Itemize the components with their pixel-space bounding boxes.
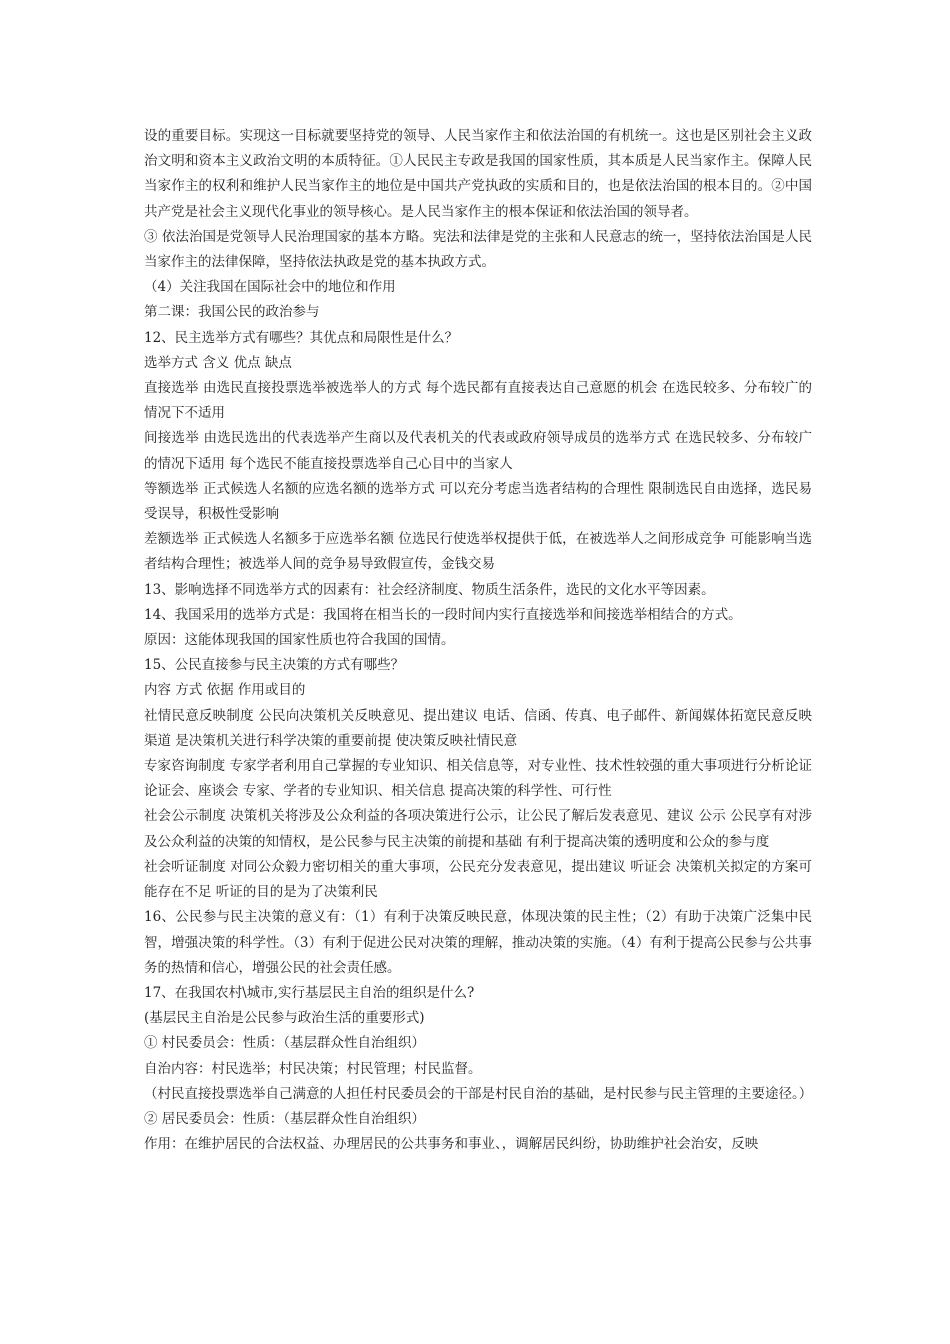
decision-row-publicity: 社会公示制度 决策机关将涉及公众利益的各项决策进行公示，让公民了解后发表意见、建议 公示 公民享有对涉及公众利益的决策的知情权，是公民参与民主决策的前提和基础 有利于提高决策的透明度和公众的参与度	[144, 808, 812, 850]
villagers-committee: ① 村民委员会：性质：（基层群众性自治组织）	[144, 1035, 426, 1052]
election-row-indirect: 间接选举 由选民选出的代表选举产生商以及代表机关的代表或政府领导成员的选举方式 在选民较多、分布较广的情况下适用 每个选民不能直接投票选举自己心目中的当家人	[144, 430, 812, 472]
question-17: 17、在我国农村\城市,实行基层民主自治的组织是什么?	[144, 984, 475, 1001]
villagers-election-note: （村民直接投票选举自己满意的人担任村民委员会的干部是村民自治的基础，是村民参与民主管理的主要途径。）	[144, 1085, 813, 1102]
residents-committee-role: 作用：在维护居民的合法权益、办理居民的公共事务和事业、，调解居民纠纷，协助维护社会治安，反映	[144, 1136, 759, 1153]
decision-row-hearing: 社会听证制度 对同公众毅力密切相关的重大事项，公民充分发表意见，提出建议 听证会 决策机关拟定的方案可能存在不足 听证的目的是为了决策利民	[144, 858, 812, 901]
self-governance-content: 自治内容：村民选举；村民决策；村民管理；村民监督。	[144, 1060, 482, 1077]
question-14-reason: 原因：这能体现我国的国家性质也符合我国的国情。	[144, 632, 455, 649]
question-12: 12、民主选举方式有哪些？其优点和局限性是什么？	[144, 329, 459, 346]
paragraph-political-civilization: 设的重要目标。实现这一目标就要坚持党的领导、人民当家作主和依法治国的有机统一。这也是区别社会主义政治文明和资本主义政治文明的本质特征。①人民民主专政是我国的国家性质，其本质是人民当家作主。保障人民当家作主的权利和维护人民当家作主的地位是中国共产党执政的实质和目的，也是依法治国的根本目的。②中国共产党是社会主义现代化事业的领导核心。是人民当家作主的根本保证和依法治国的领导者。	[144, 128, 812, 220]
lesson-heading: 第二课：我国公民的政治参与	[144, 304, 320, 321]
question-14: 14、我国采用的选举方式是：我国将在相当长的一段时间内实行直接选举和间接选举相结合的方式。	[144, 606, 742, 623]
election-row-competitive: 差额选举 正式候选人名额多于应选举名额 位选民行使选举权提供于低，在被选举人之间形成竞争 可能影响当选者结构合理性；被选举人间的竞争易导致假宣传，金钱交易	[144, 531, 812, 573]
question-15: 15、公民直接参与民主决策的方式有哪些？	[144, 657, 405, 674]
question-13: 13、影响选择不同选举方式的因素有：社会经济制度、物质生活条件，选民的文化水平等因素。	[144, 581, 715, 598]
election-row-equal-quota: 等额选举 正式候选人名额的应选名额的选举方式 可以充分考虑当选者结构的合理性 限制选民自由选择，选民易受误导，积极性受影响	[144, 480, 812, 523]
paragraph-international-status: （4）关注我国在国际社会中的地位和作用	[144, 279, 396, 296]
decision-row-opinion: 社情民意反映制度 公民向决策机关反映意见、提出建议 电话、信函、传真、电子邮件、新闻媒体拓宽民意反映渠道 是决策机关进行科学决策的重要前提 使决策反映社情民意	[144, 707, 812, 749]
decision-row-expert: 专家咨询制度 专家学者利用自己掌握的专业知识、相关信息等，对专业性、技术性较强的重大事项进行分析论证 论证会、座谈会 专家、学者的专业知识、相关信息 提高决策的科学性、可行性	[144, 758, 812, 800]
paragraph-rule-of-law: ③ 依法治国是党领导人民治理国家的基本方略。宪法和法律是党的主张和人民意志的统一，坚持依法治国是人民当家作主的法律保障，坚持依法执政是党的基本执政方式。	[144, 228, 812, 271]
question-17-note: (基层民主自治是公民参与政治生活的重要形式)	[144, 1010, 425, 1027]
election-table-header: 选举方式 含义 优点 缺点	[144, 354, 292, 371]
residents-committee: ② 居民委员会：性质：（基层群众性自治组织）	[144, 1110, 426, 1127]
question-16: 16、公民参与民主决策的意义有：（1）有利于决策反映民意，体现决策的民主性；（2）有助于决策广泛集中民智，增强决策的科学性。（3）有利于促进公民对决策的理解，推动决策的实施。（4）有利于提高公民参与公共事务的热情和信心，增强公民的社会责任感。	[144, 909, 812, 976]
decision-table-header: 内容 方式 依据 作用或目的	[144, 682, 306, 699]
election-row-direct: 直接选举 由选民直接投票选举被选举人的方式 每个选民都有直接表达自己意愿的机会 在选民较多、分布较广的情况下不适用	[144, 380, 812, 422]
document-page	[144, 124, 812, 1157]
